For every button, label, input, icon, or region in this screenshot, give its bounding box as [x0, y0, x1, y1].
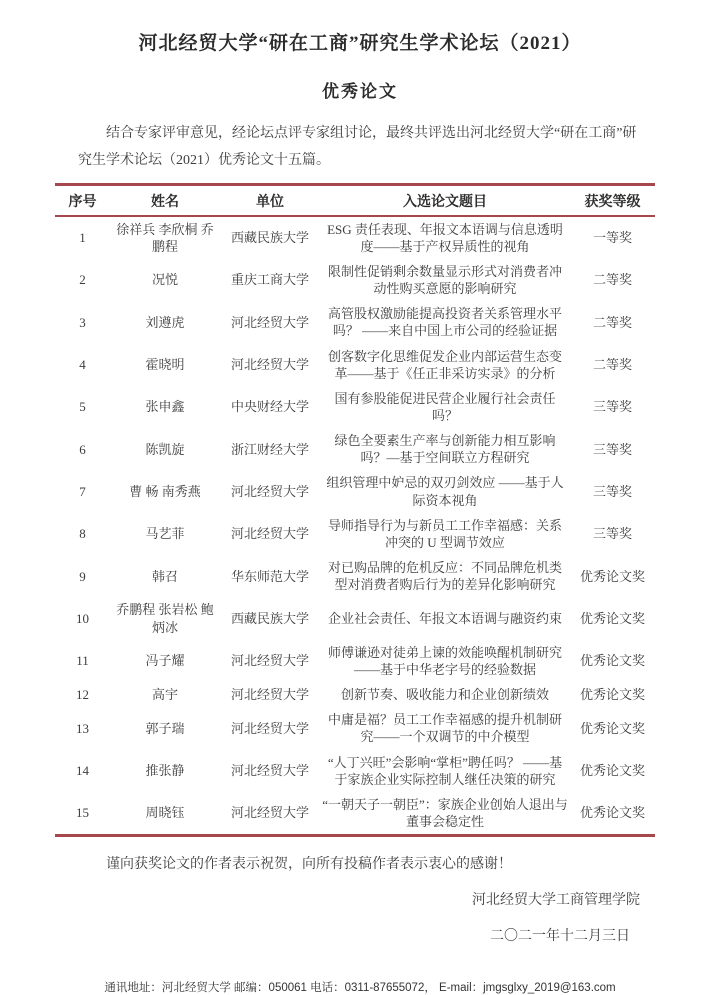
paper-title: ESG 责任表现、年报文本语调与信息透明度——基于产权异质性的视角	[327, 221, 563, 254]
author-names: 郭子瑞	[145, 720, 185, 736]
row-number: 2	[79, 272, 86, 288]
paper-title: 创客数字化思维促发企业内部运营生态变革——基于《任正非采访实录》的分析	[327, 348, 562, 381]
unit: 河北经贸大学	[230, 763, 309, 779]
unit: 河北经贸大学	[230, 314, 309, 330]
contact-info-line: 通讯地址：河北经贸大学 邮编：050061 电话：0311-87655072， E-mail：jmgsglxy_2019@163.com	[104, 982, 616, 995]
unit: 华东师范大学	[230, 568, 309, 584]
row-number: 6	[79, 441, 86, 457]
table-row	[55, 597, 655, 639]
table-row	[55, 750, 655, 792]
table-row	[55, 513, 655, 555]
paper-title: 国有参股能促进民营企业履行社会责任吗？	[334, 390, 556, 423]
paper-title: “人丁兴旺”会影响“掌柜”聘任吗？ ——基于家族企业实际控制人继任决策的研究	[327, 754, 563, 787]
award-level: 优秀论文奖	[579, 687, 645, 703]
issuer-signature: 河北经贸大学工商管理学院	[472, 893, 640, 909]
author-names: 张申鑫	[145, 399, 185, 415]
table-row	[55, 470, 655, 512]
unit: 浙江财经大学	[230, 441, 309, 457]
table-row	[55, 682, 655, 707]
author-names: 高宇	[151, 687, 178, 703]
author-names: 徐祥兵 李欣桐 乔鹏程	[116, 221, 214, 254]
paper-title: 师傅谦逊对徒弟上谏的效能唤醒机制研究——基于中华老字号的经验数据	[327, 644, 562, 677]
row-number: 5	[79, 399, 86, 415]
paper-title: 创新节奏、吸收能力和企业创新绩效	[340, 687, 549, 703]
unit: 河北经贸大学	[230, 687, 309, 703]
unit: 西藏民族大学	[230, 610, 309, 626]
awards-table-header	[55, 184, 655, 216]
row-number: 11	[76, 653, 89, 669]
table-row	[55, 428, 655, 470]
unit: 河北经贸大学	[230, 526, 309, 542]
awards-table-body	[55, 216, 655, 836]
table-row	[55, 216, 655, 259]
paper-title: “一朝天子一朝臣”：家族企业创始人退出与董事会稳定性	[322, 796, 568, 829]
unit: 中央财经大学	[230, 399, 309, 415]
paper-title: 导师指导行为与新员工工作幸福感：关系冲突的 U 型调节效应	[327, 517, 562, 550]
unit: 河北经贸大学	[230, 357, 309, 373]
award-level: 三等奖	[592, 441, 632, 457]
row-number: 9	[79, 568, 86, 584]
header-col-award: 获奖等级	[570, 184, 655, 216]
award-level: 二等奖	[592, 357, 632, 373]
author-names: 霍晓明	[145, 357, 185, 373]
paper-title: 企业社会责任、年报文本语调与融资约束	[327, 610, 562, 626]
congratulations-line: 谨向获奖论文的作者表示祝贺，向所有投稿作者表示衷心的感谢！	[106, 857, 512, 873]
author-names: 曹 畅 南秀燕	[129, 484, 201, 500]
author-names: 周晓钰	[145, 805, 185, 821]
issue-date: 二〇二一年十二月三日	[490, 929, 630, 945]
author-names: 韩召	[151, 568, 178, 584]
header-col-unit: 单位	[220, 184, 320, 216]
intro-paragraph: 结合专家评审意见，经论坛点评专家组讨论，最终共评选出河北经贸大学“研在工商”研究生学术论坛（2021）优秀论文十五篇。	[78, 126, 637, 169]
row-number: 4	[79, 357, 86, 373]
paper-title: 绿色全要素生产率与创新能力相互影响吗？—基于空间联立方程研究	[334, 433, 556, 466]
unit: 重庆工商大学	[230, 272, 309, 288]
author-names: 刘遵虎	[145, 314, 185, 330]
paper-title: 对已购品牌的危机反应：不同品牌危机类型对消费者购后行为的差异化影响研究	[327, 560, 562, 593]
award-level: 三等奖	[592, 484, 632, 500]
award-level: 二等奖	[592, 272, 632, 288]
row-number: 13	[76, 720, 89, 736]
award-level: 优秀论文奖	[579, 805, 645, 821]
table-row	[55, 707, 655, 749]
table-row	[55, 344, 655, 386]
author-names: 推张静	[145, 763, 185, 779]
header-col-number: 序号	[55, 184, 110, 216]
paper-title: 高管股权激励能提高投资者关系管理水平吗？ ——来自中国上市公司的经验证据	[327, 306, 562, 339]
table-row	[55, 386, 655, 428]
unit: 西藏民族大学	[230, 230, 309, 246]
awards-table	[55, 183, 655, 838]
row-number: 10	[76, 610, 89, 626]
table-row	[55, 640, 655, 682]
award-level: 优秀论文奖	[579, 653, 645, 669]
document-subtitle: 优秀论文	[322, 82, 398, 101]
row-number: 7	[79, 484, 86, 500]
table-row	[55, 555, 655, 597]
award-level: 优秀论文奖	[579, 568, 645, 584]
unit: 河北经贸大学	[230, 484, 309, 500]
unit: 河北经贸大学	[230, 720, 309, 736]
row-number: 8	[79, 526, 86, 542]
award-level: 二等奖	[592, 314, 632, 330]
table-row	[55, 259, 655, 301]
table-row	[55, 792, 655, 836]
award-level: 优秀论文奖	[579, 610, 645, 626]
author-names: 马艺菲	[145, 526, 185, 542]
row-number: 1	[79, 230, 86, 246]
unit: 河北经贸大学	[230, 653, 309, 669]
row-number: 15	[76, 805, 89, 821]
row-number: 12	[76, 687, 89, 703]
header-col-names: 姓名	[110, 184, 220, 216]
award-level: 三等奖	[592, 399, 632, 415]
paper-title: 中庸是福？员工工作幸福感的提升机制研究——一个双调节的中介模型	[327, 712, 562, 745]
header-col-title: 入选论文题目	[320, 184, 570, 216]
award-level: 优秀论文奖	[579, 720, 645, 736]
award-level: 三等奖	[592, 526, 632, 542]
header-row	[55, 184, 655, 216]
document-title: 河北经贸大学“研在工商”研究生学术论坛（2021）	[138, 33, 582, 54]
author-names: 陈凯旋	[145, 441, 185, 457]
author-names: 况悦	[151, 272, 178, 288]
award-level: 一等奖	[592, 230, 632, 246]
unit: 河北经贸大学	[230, 805, 309, 821]
paper-title: 组织管理中妒忌的双刃剑效应 ——基于人际资本视角	[326, 475, 564, 508]
row-number: 14	[76, 763, 89, 779]
row-number: 3	[79, 314, 86, 330]
award-level: 优秀论文奖	[579, 763, 645, 779]
paper-title: 限制性促销剩余数量显示形式对消费者冲动性购买意愿的影响研究	[327, 263, 562, 297]
table-row	[55, 301, 655, 343]
author-names: 冯子耀	[145, 653, 185, 669]
author-names: 乔鹏程 张岩松 鲍炳冰	[116, 602, 214, 635]
